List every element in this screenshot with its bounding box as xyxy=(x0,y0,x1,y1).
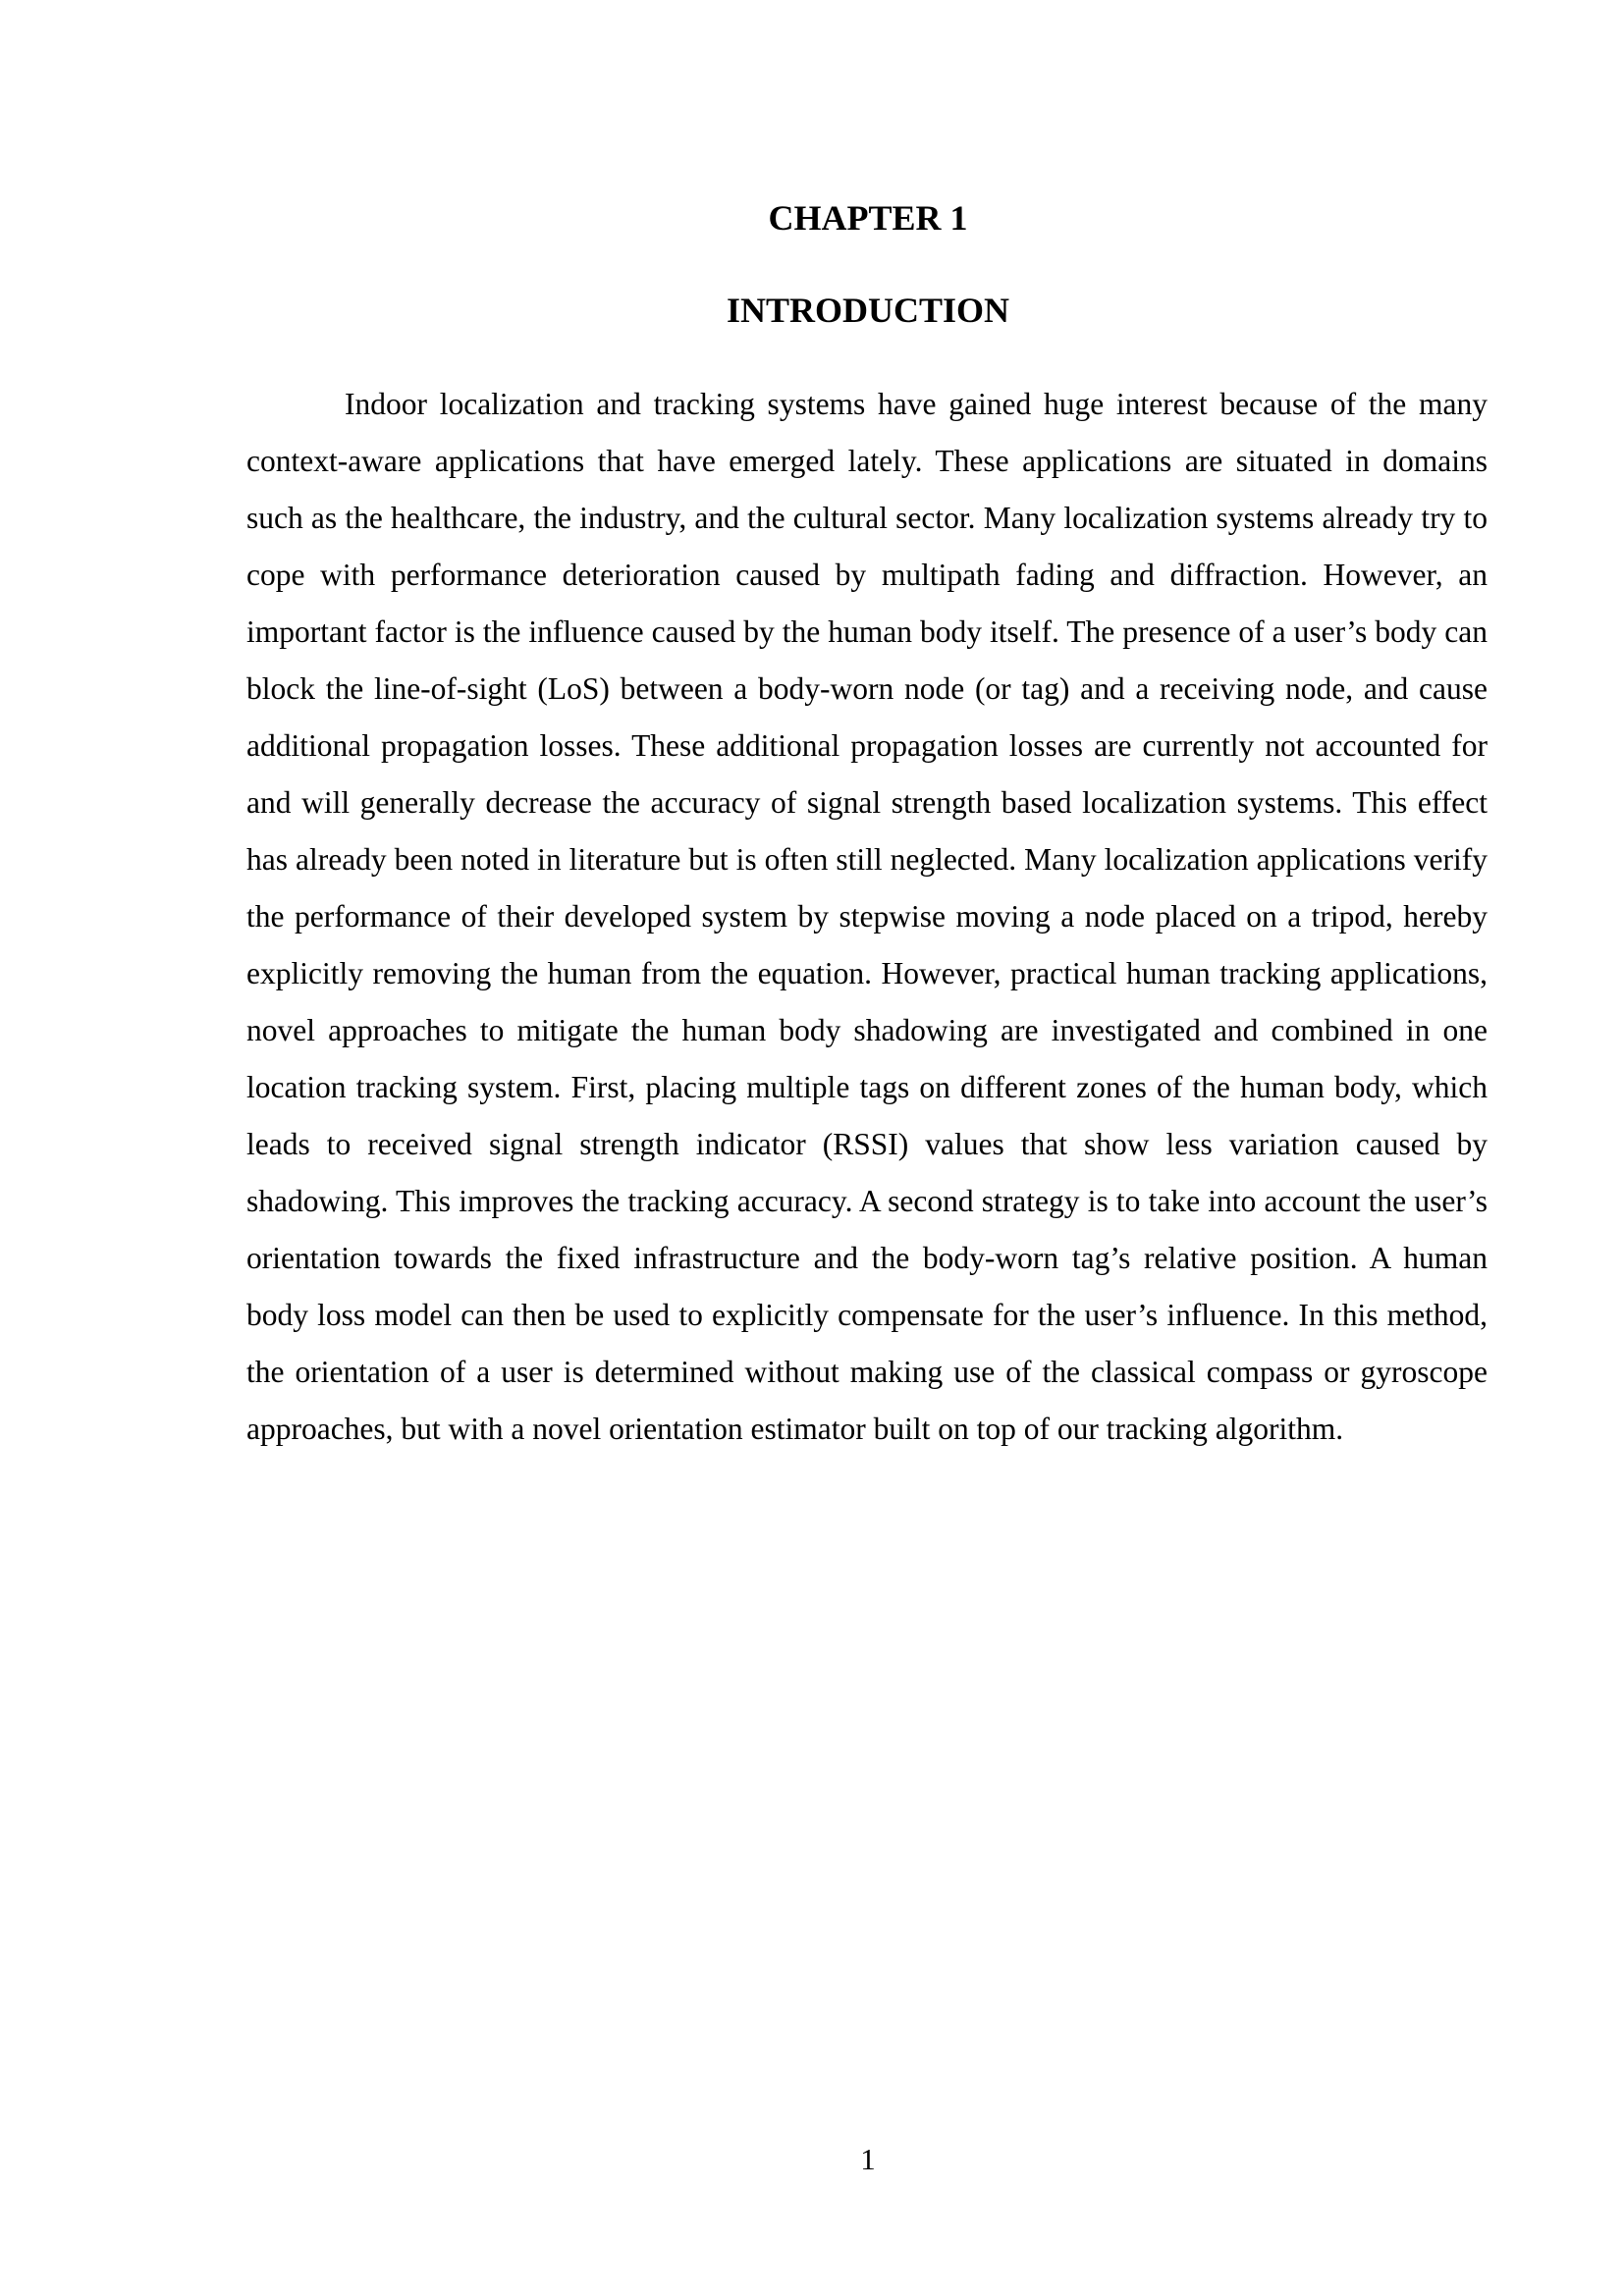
chapter-number-heading: CHAPTER 1 xyxy=(768,198,968,238)
introduction-paragraph: Indoor localization and tracking systems have gained huge interest because of the many context-aware applications that have emerged lately. These applications are situated in domains such as the healthcare, the industry, and the cultural sector. Many localization systems already try to cope with performance deterioration caused by multipath fading and diffraction. However, an important factor is the influence caused by the human body itself. The presence of a user’s body can block the line-of-sight (LoS) between a body-worn node (or tag) and a receiving node, and cause additional propagation losses. These additional propagation losses are currently not accounted for and will generally decrease the accuracy of signal strength based localization systems. This effect has already been noted in literature but is often still neglected. Many localization applications verify the performance of their developed system by stepwise moving a node placed on a tripod, hereby explicitly removing the human from the equation. However, practical human tracking applications, novel approaches to mitigate the human body shadowing are investigated and combined in one location tracking system. First, placing multiple tags on different zones of the human body, which leads to received signal strength indicator (RSSI) values that show less variation caused by shadowing. This improves the tracking accuracy. A second strategy is to take into account the user’s orientation towards the fixed infrastructure and the body-worn tag’s relative position. A human body loss model can then be used to explicitly compensate for the user’s influence. In this method, the orientation of a user is determined without making use of the classical compass or gyroscope approaches, but with a novel orientation estimator built on top of our tracking algorithm. xyxy=(246,387,1488,1446)
page-number: 1 xyxy=(860,2142,876,2176)
chapter-title-heading: INTRODUCTION xyxy=(726,291,1010,330)
